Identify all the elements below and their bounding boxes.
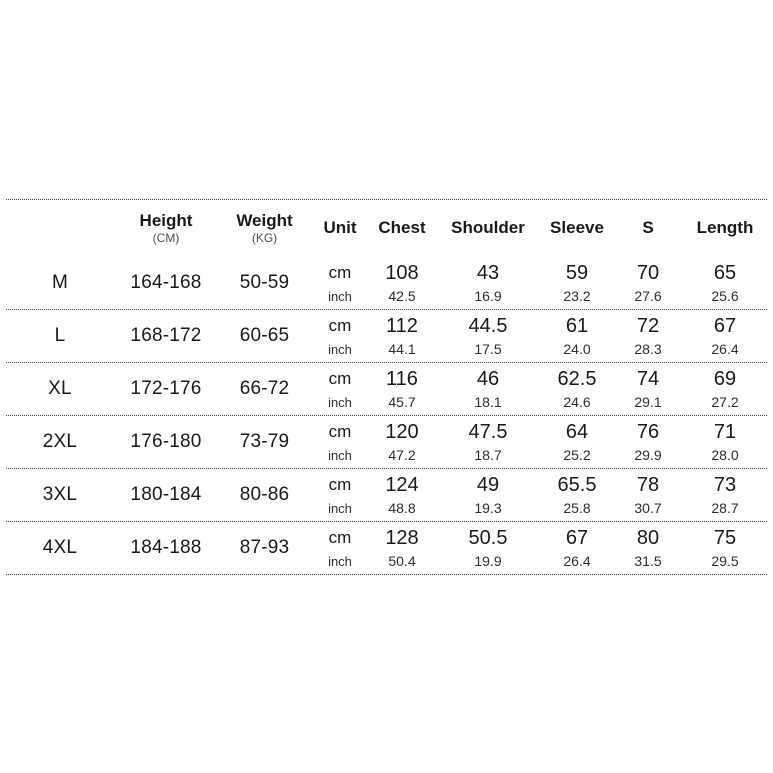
- s-inch-value: 30.7: [634, 500, 662, 516]
- height-cell: 176-180: [130, 431, 202, 452]
- size-cell: 4XL: [42, 537, 78, 558]
- s-cm-value: 78: [636, 474, 660, 496]
- size-cell: M: [51, 271, 69, 293]
- s-cm-value: 74: [636, 368, 660, 390]
- unit-inch-label: inch: [328, 395, 352, 410]
- unit-cell: [311, 419, 369, 465]
- shoulder-cm-value: 46: [476, 368, 500, 390]
- length-cm-value: 75: [713, 527, 737, 549]
- sleeve-cell: [541, 472, 613, 518]
- sleeve-inch-value: 25.2: [563, 447, 591, 463]
- sleeve-cm-value: 62.5: [557, 368, 597, 390]
- chest-cm-value: 116: [386, 368, 418, 390]
- sleeve-cell: [541, 313, 613, 359]
- shoulder-cell: [435, 260, 541, 306]
- shoulder-cm-value: 44.5: [468, 315, 508, 337]
- chest-cell: [369, 313, 435, 359]
- unit-cm-label: cm: [328, 369, 352, 388]
- shoulder-cell: [435, 472, 541, 518]
- shoulder-cm-value: 49: [476, 474, 500, 496]
- weight-cell: 87-93: [239, 537, 290, 558]
- size-cell: XL: [48, 378, 72, 399]
- chest-cm-value: 128: [385, 527, 419, 549]
- size-cell: 3XL: [42, 484, 78, 505]
- unit-cell: [311, 525, 369, 571]
- sleeve-cm-value: 59: [565, 261, 589, 284]
- shoulder-cm-value: 50.5: [468, 527, 508, 549]
- sleeve-inch-value: 24.0: [563, 341, 591, 357]
- weight-cell: 66-72: [239, 378, 290, 399]
- sleeve-cm-value: 65.5: [557, 474, 597, 496]
- unit-inch-label: inch: [328, 554, 352, 569]
- unit-cm-label: cm: [328, 528, 352, 547]
- unit-cm-label: cm: [328, 475, 352, 494]
- sleeve-inch-value: 23.2: [563, 287, 591, 304]
- height-cell: 172-176: [130, 378, 202, 399]
- unit-inch-label: inch: [328, 501, 352, 516]
- s-cell: [613, 313, 683, 359]
- length-cm-value: 71: [713, 421, 737, 443]
- size-chart-table: [6, 199, 767, 575]
- shoulder-cell: [435, 525, 541, 571]
- unit-cell: [311, 472, 369, 518]
- shoulder-cell: [435, 419, 541, 465]
- weight-cell: 80-86: [239, 484, 290, 505]
- sleeve-cm-value: 67: [565, 527, 589, 549]
- size-cell: 2XL: [42, 431, 78, 452]
- s-cm-value: 80: [636, 527, 660, 549]
- shoulder-cell: [435, 313, 541, 359]
- column-header-s: S: [642, 218, 654, 237]
- height-header-label: Height: [139, 210, 193, 230]
- column-header-height: [114, 211, 218, 246]
- table-row: [6, 309, 767, 362]
- height-cell: 180-184: [130, 484, 202, 505]
- sleeve-cell: [541, 260, 613, 306]
- unit-cell: [311, 260, 369, 306]
- s-cell: [613, 525, 683, 571]
- chest-cm-value: 124: [385, 474, 419, 496]
- shoulder-inch-value: 16.9: [474, 287, 502, 304]
- length-inch-value: 28.7: [711, 500, 739, 516]
- height-cell: 168-172: [130, 325, 202, 346]
- table-header-row: [6, 199, 767, 256]
- length-cell: [683, 313, 767, 359]
- column-header-chest: Chest: [378, 218, 426, 237]
- column-header-length: Length: [696, 218, 754, 237]
- length-cell: [683, 472, 767, 518]
- height-cell: 164-168: [130, 271, 202, 293]
- shoulder-cell: [435, 366, 541, 412]
- length-inch-value: 26.4: [711, 341, 739, 357]
- sleeve-cm-value: 64: [565, 421, 589, 443]
- height-cell: 184-188: [130, 537, 202, 558]
- length-cell: [683, 366, 767, 412]
- column-header-unit: Unit: [323, 218, 357, 237]
- chest-cm-value: 112: [386, 315, 418, 337]
- s-cm-value: 76: [636, 421, 660, 443]
- chest-inch-value: 44.1: [388, 341, 416, 357]
- unit-inch-label: inch: [328, 288, 352, 304]
- sleeve-cell: [541, 366, 613, 412]
- unit-cm-label: cm: [328, 316, 352, 335]
- length-cm-value: 67: [713, 315, 737, 337]
- shoulder-inch-value: 19.9: [474, 553, 502, 569]
- s-cm-value: 72: [636, 315, 660, 337]
- height-header-sub: (CM): [152, 230, 180, 245]
- sleeve-inch-value: 25.8: [563, 500, 591, 516]
- unit-cell: [311, 366, 369, 412]
- weight-cell: 50-59: [239, 271, 290, 293]
- chest-cell: [369, 525, 435, 571]
- size-cell: L: [54, 325, 66, 346]
- shoulder-inch-value: 17.5: [474, 341, 502, 357]
- shoulder-inch-value: 18.7: [474, 447, 502, 463]
- s-cell: [613, 260, 683, 306]
- chest-inch-value: 47.2: [388, 447, 416, 463]
- chest-cm-value: 108: [385, 261, 419, 284]
- unit-inch-label: inch: [328, 342, 352, 357]
- chest-cell: [369, 366, 435, 412]
- shoulder-cm-value: 43: [476, 261, 500, 284]
- table-row: [6, 362, 767, 415]
- unit-cm-label: cm: [328, 422, 352, 441]
- weight-cell: 60-65: [239, 325, 290, 346]
- s-inch-value: 31.5: [634, 553, 662, 569]
- shoulder-cm-value: 47.5: [468, 421, 508, 443]
- shoulder-inch-value: 19.3: [474, 500, 502, 516]
- length-inch-value: 25.6: [711, 287, 739, 304]
- sleeve-cell: [541, 525, 613, 571]
- chest-cell: [369, 260, 435, 306]
- weight-header-label: Weight: [236, 210, 293, 230]
- s-inch-value: 28.3: [634, 341, 662, 357]
- s-inch-value: 27.6: [634, 287, 662, 304]
- unit-inch-label: inch: [328, 448, 352, 463]
- chest-cell: [369, 419, 435, 465]
- sleeve-inch-value: 24.6: [563, 394, 591, 410]
- s-cell: [613, 419, 683, 465]
- table-row: [6, 521, 767, 574]
- weight-cell: 73-79: [239, 431, 290, 452]
- chest-inch-value: 45.7: [388, 394, 416, 410]
- length-cell: [683, 525, 767, 571]
- length-cell: [683, 419, 767, 465]
- length-inch-value: 28.0: [711, 447, 739, 463]
- length-cell: [683, 260, 767, 306]
- chest-cm-value: 120: [385, 421, 419, 443]
- length-cm-value: 65: [713, 261, 737, 284]
- s-cm-value: 70: [636, 261, 660, 284]
- chest-inch-value: 50.4: [388, 553, 416, 569]
- length-inch-value: 29.5: [711, 553, 739, 569]
- weight-header-sub: (KG): [251, 230, 278, 245]
- table-row: [6, 468, 767, 521]
- column-header-sleeve: Sleeve: [550, 218, 604, 237]
- sleeve-cell: [541, 419, 613, 465]
- unit-cell: [311, 313, 369, 359]
- chest-inch-value: 48.8: [388, 500, 416, 516]
- length-inch-value: 27.2: [711, 394, 739, 410]
- length-cm-value: 73: [713, 474, 737, 496]
- column-header-shoulder: Shoulder: [451, 218, 525, 237]
- s-cell: [613, 366, 683, 412]
- sleeve-cm-value: 61: [565, 315, 589, 337]
- length-cm-value: 69: [713, 368, 737, 390]
- column-header-weight: [218, 211, 311, 246]
- s-inch-value: 29.1: [634, 394, 662, 410]
- chest-inch-value: 42.5: [388, 287, 416, 304]
- table-row: [6, 256, 767, 309]
- unit-cm-label: cm: [328, 262, 352, 282]
- chest-cell: [369, 472, 435, 518]
- s-inch-value: 29.9: [634, 447, 662, 463]
- sleeve-inch-value: 26.4: [563, 553, 591, 569]
- table-row: [6, 415, 767, 468]
- shoulder-inch-value: 18.1: [474, 394, 502, 410]
- s-cell: [613, 472, 683, 518]
